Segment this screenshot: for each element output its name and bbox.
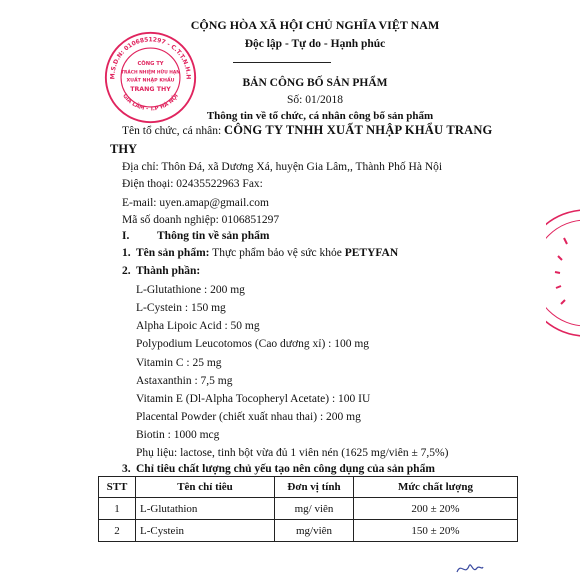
table-row: [99, 498, 518, 520]
table-cell: 2: [99, 520, 136, 542]
ingredient-item: Vitamin E (Dl-Alpha Tocopheryl Acetate) : 100 IU: [136, 393, 371, 405]
seal-line2: TRÁCH NHIỆM HỮU HẠN: [121, 70, 180, 76]
address: Địa chỉ: Thôn Đá, xã Dương Xá, huyện Gia Lâm,, Thành Phố Hà Nội: [122, 161, 443, 173]
ingredient-item: Placental Powder (chiết xuất nhau thai) : 200 mg: [136, 411, 361, 423]
table-cell: mg/viên: [275, 520, 354, 542]
ingredient-item: Astaxanthin : 7,5 mg: [136, 375, 233, 387]
tax-code: Mã số doanh nghiệp: 0106851297: [122, 214, 280, 226]
quality-table: [98, 476, 518, 542]
seal-line1: CÔNG TY: [137, 61, 164, 68]
table-header-cell: Mức chất lượng: [354, 477, 518, 498]
seal-outer-text: M.S.D.N: 0106851297 - C.T.T.N.H.H: [109, 36, 192, 80]
table-cell: 150 ± 20%: [354, 520, 518, 542]
item3-label: Chỉ tiêu chất lượng chủ yếu tạo nên công dụng của sản phẩm: [136, 463, 435, 475]
motto: Độc lập - Tự do - Hạnh phúc: [244, 38, 386, 50]
table-cell: L-Cystein: [136, 520, 275, 542]
section-org-heading: Thông tin về tổ chức, cá nhân công bố sản phẩm: [206, 110, 434, 122]
edge-seal: [546, 208, 580, 338]
section-product-heading: Thông tin về sản phẩm: [157, 230, 270, 242]
table-header-cell: Tên chỉ tiêu: [136, 477, 275, 498]
item1-value: Thực phẩm bảo vệ sức khỏe: [209, 247, 345, 259]
table-cell: mg/ viên: [275, 498, 354, 520]
seal-line4: TRANG THY: [130, 85, 171, 93]
org-name: CÔNG TY TNHH XUẤT NHẬP KHẨU TRANG: [224, 123, 493, 137]
item1-brand: PETYFAN: [344, 247, 399, 259]
org-line: [122, 123, 492, 138]
item1-label: Tên sản phẩm:: [136, 247, 210, 259]
section-product-number: I.: [122, 230, 130, 242]
table-cell: L-Glutathion: [136, 498, 275, 520]
country-heading: CỘNG HÒA XÃ HỘI CHỦ NGHĨA VIỆT NAM: [190, 18, 440, 32]
signature-mark: [455, 558, 485, 578]
table-row: [99, 520, 518, 542]
item1-line: [136, 246, 398, 260]
header-divider: [233, 62, 331, 63]
item2-number: 2.: [122, 265, 131, 277]
ingredient-item: Biotin : 1000 mcg: [136, 429, 220, 441]
table-header-row: [99, 477, 518, 498]
seal-bottom-text: GIA LÂM - T.P HÀ NỘI: [121, 93, 180, 113]
item3-number: 3.: [122, 463, 131, 475]
excipients: Phụ liệu: lactose, tinh bột vừa đủ 1 viên nén (1625 mg/viên ± 7,5%): [136, 447, 449, 459]
ingredient-item: L-Glutathione : 200 mg: [136, 284, 245, 296]
table-cell: 1: [99, 498, 136, 520]
table-cell: 200 ± 20%: [354, 498, 518, 520]
phone: Điện thoại: 02435522963 Fax:: [122, 178, 263, 190]
document-number: Số: 01/2018: [287, 94, 343, 106]
item1-number: 1.: [122, 247, 131, 259]
table-header-cell: STT: [99, 477, 136, 498]
seal-line3: XUẤT NHẬP KHẨU: [126, 78, 175, 84]
item2-label: Thành phần:: [136, 265, 201, 277]
ingredient-item: Polypodium Leucotomos (Cao dương xỉ) : 100 mg: [136, 338, 370, 350]
org-label: Tên tổ chức, cá nhân:: [122, 125, 225, 137]
org-name-continued: THY: [110, 142, 138, 156]
ingredient-item: Vitamin C : 25 mg: [136, 357, 222, 369]
ingredient-item: L-Cystein : 150 mg: [136, 302, 226, 314]
document-title: BẢN CÔNG BỐ SẢN PHẨM: [242, 77, 388, 89]
ingredient-item: Alpha Lipoic Acid : 50 mg: [136, 320, 260, 332]
table-header-cell: Đơn vị tính: [275, 477, 354, 498]
email: E-mail: uyen.amap@gmail.com: [122, 197, 269, 209]
